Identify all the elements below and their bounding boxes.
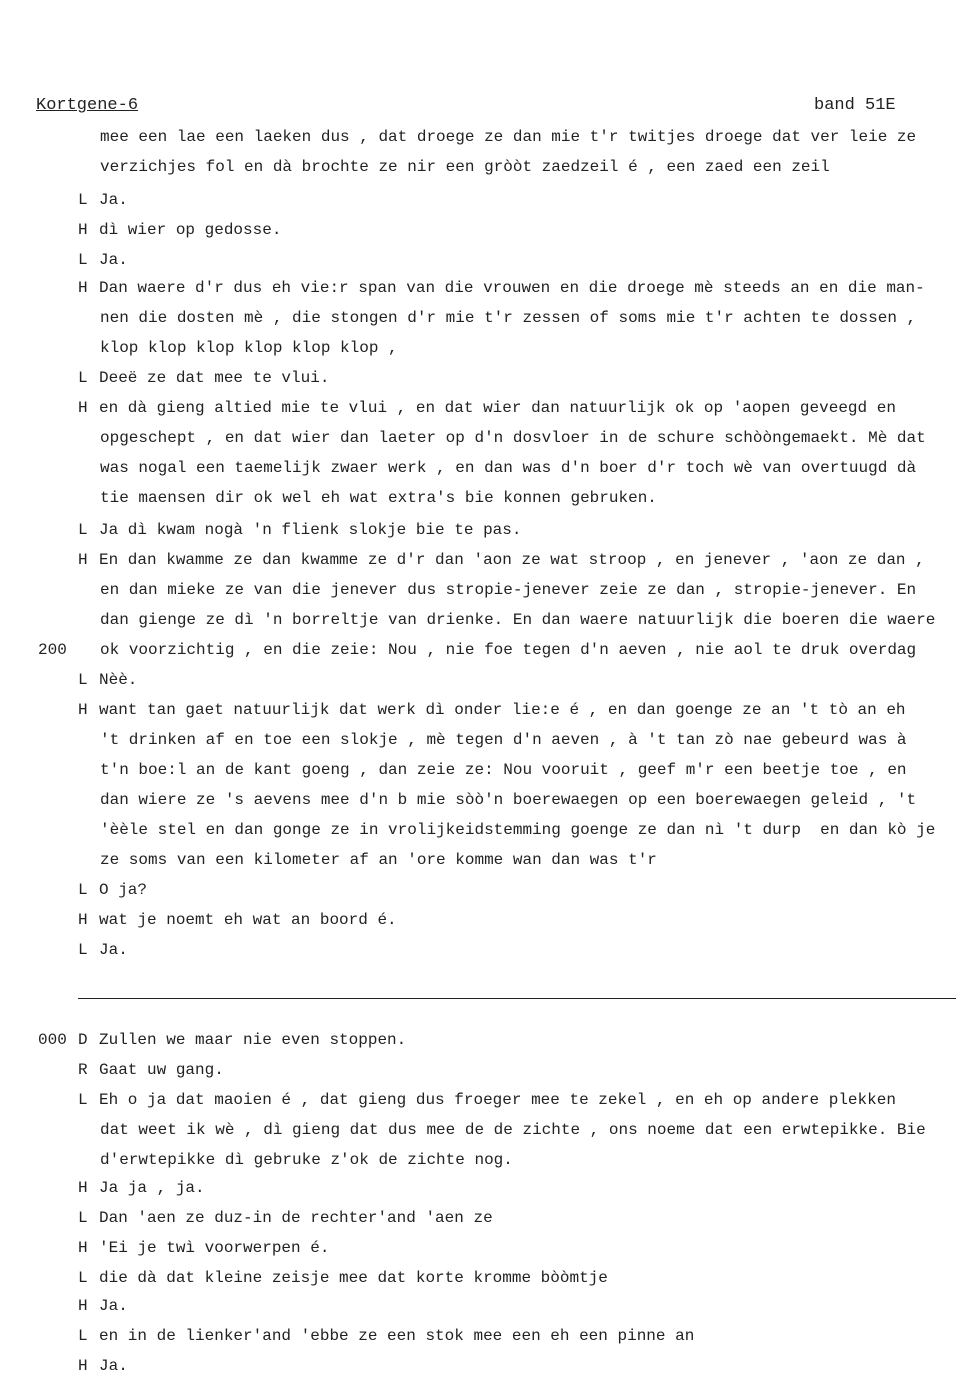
transcript-line [0, 939, 979, 961]
speaker-label: L [78, 251, 88, 269]
transcript-line [0, 1355, 979, 1377]
speaker-label: H [78, 701, 88, 719]
speaker-label: L [78, 521, 88, 539]
transcript-line [0, 1267, 979, 1289]
speaker-label: L [78, 881, 88, 899]
utterance-text: en dan mieke ze van die jenever dus stropie-jenever zeie ze dan , stropie-jenever. En [100, 581, 917, 599]
transcript-line [0, 156, 979, 178]
transcript-line [0, 699, 979, 721]
utterance-text: Eh o ja dat maoien é , dat gieng dus froeger mee te zekel , en eh op andere plekken [99, 1091, 896, 1109]
transcript-line [0, 879, 979, 901]
utterance-text: dat weet ik wè , dì gieng dat dus mee de de zichte , ons noeme dat een erwtepikke. Bie [100, 1121, 926, 1139]
utterance-text: 'èèle stel en dan gonge ze in vrolijkeidstemming goenge ze dan nì 't durp en dan kò je [100, 821, 936, 839]
transcript-line [0, 249, 979, 271]
utterance-text: Ja. [99, 1297, 128, 1315]
speaker-label: H [78, 911, 88, 929]
transcript-line [0, 1089, 979, 1111]
speaker-label: H [78, 399, 88, 417]
utterance-text: Deeë ze dat mee te vlui. [99, 369, 330, 387]
transcript-line [0, 639, 979, 661]
section-divider [78, 998, 956, 999]
speaker-label: H [78, 279, 88, 297]
document-location: Kortgene-6 [36, 96, 139, 115]
speaker-label: L [78, 1209, 88, 1227]
utterance-text: want tan gaet natuurlijk dat werk dì onder lie:e é , en dan goenge ze an 't tò an eh [99, 701, 906, 719]
utterance-text: Gaat uw gang. [99, 1061, 224, 1079]
speaker-label: H [78, 1297, 88, 1315]
transcript-line [0, 1119, 979, 1141]
transcript-line [0, 307, 979, 329]
utterance-text: Zullen we maar nie even stoppen. [99, 1031, 407, 1049]
tape-counter: 000 [38, 1031, 67, 1049]
transcript-line [0, 519, 979, 541]
speaker-label: H [78, 1179, 88, 1197]
speaker-label: H [78, 1357, 88, 1375]
utterance-text: dan wiere ze 's aevens mee d'n b mie sòò'n boerewaegen op een boerewaegen geleid , 't [100, 791, 917, 809]
transcript-line [0, 1177, 979, 1199]
speaker-label: L [78, 1327, 88, 1345]
utterance-text: en in de lienker'and 'ebbe ze een stok mee een eh een pinne an [99, 1327, 695, 1345]
utterance-text: ze soms van een kilometer af an 'ore komme wan dan was t'r [100, 851, 657, 869]
utterance-text: en dà gieng altied mie te vlui , en dat wier dan natuurlijk ok op 'aopen geveegd en [99, 399, 896, 417]
utterance-text: tie maensen dir ok wel eh wat extra's bie konnen gebruken. [100, 489, 657, 507]
tape-band-label: band 51E [814, 96, 896, 115]
utterance-text: wat je noemt eh wat an boord é. [99, 911, 397, 929]
transcript-line [0, 669, 979, 691]
utterance-text: Ja. [99, 1357, 128, 1375]
tape-counter: 200 [38, 641, 67, 659]
utterance-text: 'Ei je twì voorwerpen é. [99, 1239, 330, 1257]
transcript-line [0, 1237, 979, 1259]
transcript-line [0, 789, 979, 811]
utterance-text: Dan 'aen ze duz-in de rechter'and 'aen ze [99, 1209, 493, 1227]
utterance-text: O ja? [99, 881, 148, 899]
transcript-line [0, 337, 979, 359]
utterance-text: 't drinken af en toe een slokje , mè tegen d'n aeven , à 't tan zò nae gebeurd was à [100, 731, 907, 749]
transcript-line [0, 487, 979, 509]
speaker-label: L [78, 1091, 88, 1109]
speaker-label: L [78, 1269, 88, 1287]
utterance-text: die dà dat kleine zeisje mee dat korte kromme bòòmtje [99, 1269, 608, 1287]
utterance-text: verzichjes fol en dà brochte ze nir een gròòt zaedzeil é , een zaed een zeil [100, 158, 830, 176]
transcript-line [0, 549, 979, 571]
transcript-line [0, 189, 979, 211]
utterance-text: Nèè. [99, 671, 138, 689]
speaker-label: H [78, 551, 88, 569]
speaker-label: H [78, 1239, 88, 1257]
transcript-line [0, 1207, 979, 1229]
transcript-line [0, 729, 979, 751]
transcript-line [0, 397, 979, 419]
transcript-line [0, 457, 979, 479]
speaker-label: R [78, 1061, 88, 1079]
transcript-line [0, 849, 979, 871]
transcript-line [0, 1029, 979, 1051]
utterance-text: d'erwtepikke dì gebruke z'ok de zichte nog. [100, 1151, 513, 1169]
utterance-text: ok voorzichtig , en die zeie: Nou , nie foe tegen d'n aeven , nie aol te druk overdag [100, 641, 917, 659]
utterance-text: Ja. [99, 251, 128, 269]
utterance-text: Ja ja , ja. [99, 1179, 205, 1197]
transcript-line [0, 219, 979, 241]
transcript-line [0, 819, 979, 841]
utterance-text: dì wier op gedosse. [99, 221, 282, 239]
utterance-text: En dan kwamme ze dan kwamme ze d'r dan 'aon ze wat stroop , en jenever , 'aon ze dan , [99, 551, 925, 569]
speaker-label: L [78, 191, 88, 209]
transcript-line [0, 759, 979, 781]
utterance-text: dan gienge ze dì 'n borreltje van drienke. En dan waere natuurlijk die boeren die waere [100, 611, 936, 629]
speaker-label: L [78, 941, 88, 959]
utterance-text: Dan waere d'r dus eh vie:r span van die vrouwen en die droege mè steeds an en die man- [99, 279, 925, 297]
utterance-text: mee een lae een laeken dus , dat droege ze dan mie t'r twitjes droege dat ver leie ze [100, 128, 917, 146]
utterance-text: was nogal een taemelijk zwaer werk , en dan was d'n boer d'r toch wè van overtuugd dà [100, 459, 917, 477]
transcript-line [0, 427, 979, 449]
speaker-label: L [78, 671, 88, 689]
utterance-text: Ja. [99, 941, 128, 959]
transcript-line [0, 579, 979, 601]
transcript-line [0, 1059, 979, 1081]
transcript-line [0, 1149, 979, 1171]
transcript-line [0, 909, 979, 931]
speaker-label: D [78, 1031, 88, 1049]
transcript-line [0, 1295, 979, 1317]
transcript-line [0, 1325, 979, 1347]
utterance-text: nen die dosten mè , die stongen d'r mie t'r zessen of soms mie t'r achten te dossen , [100, 309, 917, 327]
utterance-text: klop klop klop klop klop klop , [100, 339, 398, 357]
utterance-text: opgeschept , en dat wier dan laeter op d'n dosvloer in de schure schòòngemaekt. Mè dat [100, 429, 926, 447]
utterance-text: Ja. [99, 191, 128, 209]
utterance-text: Ja dì kwam nogà 'n flienk slokje bie te pas. [99, 521, 522, 539]
transcript-line [0, 277, 979, 299]
transcript-line [0, 367, 979, 389]
utterance-text: t'n boe:l an de kant goeng , dan zeie ze: Nou vooruit , geef m'r een beetje toe , en [100, 761, 907, 779]
transcript-line [0, 609, 979, 631]
transcript-line [0, 126, 979, 148]
speaker-label: H [78, 221, 88, 239]
speaker-label: L [78, 369, 88, 387]
